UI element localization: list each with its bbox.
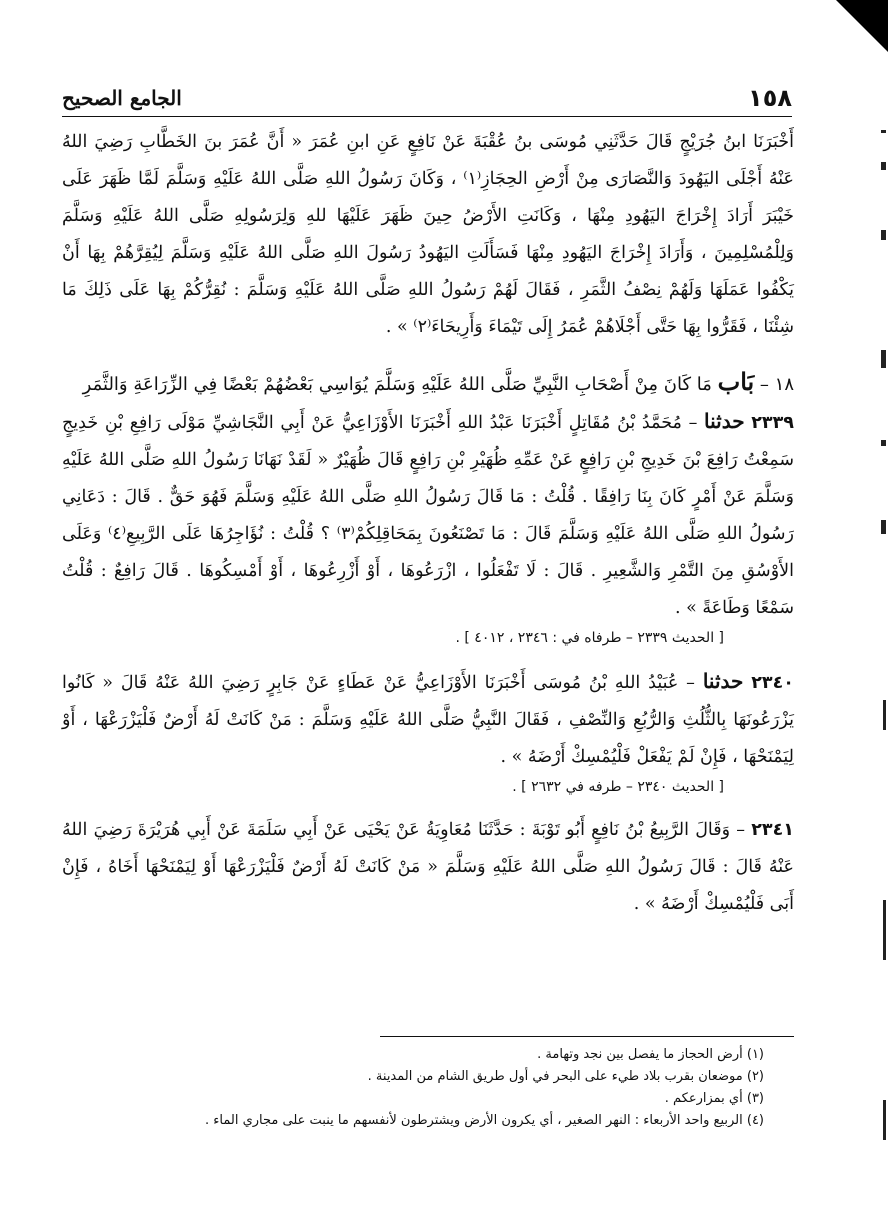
running-title: الجامع الصحيح — [62, 86, 182, 110]
haddathana-label: حدثنا — [702, 669, 744, 693]
hadith-2339-crossref: [ الحديث ٢٣٣٩ – طرفاه في : ٢٣٤٦ ، ٤٠١٢ ] . — [455, 630, 724, 646]
footnotes — [62, 1044, 792, 1132]
page-number: ١٥٨ — [748, 84, 792, 112]
haddathana-label: حدثنا — [704, 409, 745, 433]
chapter-number: ١٨ – — [759, 374, 794, 395]
footnote: (٤) الربيع واحد الأربعاء : النهر الصغير ، أي يكرون الأرض ويشترطون لأنفسهم ما ينبت على مجاري الماء . — [205, 1113, 764, 1128]
hadith-number: ٢٣٤٠ — [751, 673, 794, 693]
main-text — [62, 124, 794, 923]
hadith-number: ٢٣٣٩ — [751, 413, 794, 433]
hadith-2340-crossref: [ الحديث ٢٣٤٠ – طرفه في ٢٦٣٢ ] . — [512, 779, 724, 795]
opening-paragraph: أَخْبَرَنَا ابنُ جُرَيْجٍ قَالَ حَدَّثَنِي مُوسَى بنُ عُقْبَةَ عَنْ نَافِعٍ عَنِ ابنِ عُمَرَ « أَنَّ عُمَرَ بنَ الخَطَّابِ رَضِيَ اللهُ عَنْهُ أَجْلَى اليَهُودَ وَالنَّصَارَى مِنْ أَرْضِ الحِجَازِ⁽١⁾ ، وَكَانَ رَسُولُ اللهِ صَلَّى اللهُ عَلَيْهِ وَسَلَّمَ لَمَّا ظَهَرَ عَلَى خَيْبَرَ أَرَادَ إِخْرَاجَ اليَهُودِ مِنْهَا ، وَكَانَتِ الأَرْضُ حِينَ ظَهَرَ عَلَيْهَا للهِ وَلِرَسُولِهِ صَلَّى اللهُ عَلَيْهِ وَسَلَّمَ وَلِلْمُسْلِمِينَ ، وَأَرَادَ إِخْرَاجَ اليَهُودِ مِنْهَا فَسَأَلَتِ اليَهُودُ رَسُولَ اللهِ صَلَّى اللهُ عَلَيْهِ وَسَلَّمَ لِيُقِرَّهُمْ بِهَا أَنْ يَكْفُوا عَمَلَهَا وَلَهُمْ نِصْفُ الثَّمَرِ ، فَقَالَ لَهُمْ رَسُولُ اللهِ صَلَّى اللهُ عَلَيْهِ وَسَلَّمَ : نُقِرُّكُمْ بِهَا عَلَى ذَلِكَ مَا شِئْنَا ، فَقَرُّوا بِهَا حَتَّى أَجْلَاهُمْ عُمَرُ إِلَى تَيْمَاءَ وَأَرِيحَاءَ⁽٢⁾ » . — [62, 132, 794, 337]
hadith-text: – وَقَالَ الرَّبِيعُ بْنُ نَافِعٍ أَبُو تَوْبَةَ : حَدَّثَنَا مُعَاوِيَةُ عَنْ يَحْيَى عَنْ أَبِي سَلَمَةَ عَنْ أَبِي هُرَيْرَةَ رَضِيَ اللهُ عَنْهُ قَالَ : قَالَ رَسُولُ اللهِ صَلَّى اللهُ عَلَيْهِ وَسَلَّمَ « مَنْ كَانَتْ لَهُ أَرْضٌ فَلْيَزْرَعْهَا أَوْ لِيَمْنَحْهَا أَخَاهُ ، فَإِنْ أَبَى فَلْيُمْسِكْ أَرْضَهُ » . — [62, 820, 794, 914]
hadith-number: ٢٣٤١ — [751, 820, 794, 840]
chapter-label: بَاب — [717, 367, 755, 396]
page-header — [62, 80, 792, 117]
footnote: (٢) موضعان بقرب بلاد طيء على البحر في أول طريق الشام من المدينة . — [367, 1069, 764, 1084]
footnote: (٣) أي بمزارعكم . — [664, 1091, 764, 1106]
hadith-2339 — [62, 403, 794, 627]
hadith-2341 — [62, 812, 794, 923]
hadith-text: – مُحَمَّدُ بْنُ مُقَاتِلٍ أَخْبَرَنَا عَبْدُ اللهِ أَخْبَرَنَا الأَوْزَاعِيُّ عَنْ أَبِي النَّجَاشِيِّ مَوْلَى رَافِعِ بْنِ خَدِيجٍ سَمِعْتُ رَافِعَ بْنَ خَدِيجِ بْنِ رَافِعٍ عَنْ عَمِّهِ ظُهَيْرِ بْنِ رَافِعٍ قَالَ ظُهَيْرٌ « لَقَدْ نَهَانَا رَسُولُ اللهِ صَلَّى اللهُ عَلَيْهِ وَسَلَّمَ عَنْ أَمْرٍ كَانَ بِنَا رَافِقًا . قُلْتُ : مَا قَالَ رَسُولُ اللهِ صَلَّى اللهُ عَلَيْهِ وَسَلَّمَ فَهُوَ حَقٌّ . قَالَ : دَعَانِي رَسُولُ اللهِ صَلَّى اللهُ عَلَيْهِ وَسَلَّمَ قَالَ : مَا تَصْنَعُونَ بِمَحَاقِلِكُمْ⁽٣⁾ ؟ قُلْتُ : نُؤَاجِرُهَا عَلَى الرَّبِيعِ⁽٤⁾ وَعَلَى الأَوْسُقِ مِنَ التَّمْرِ وَالشَّعِيرِ . قَالَ : لَا تَفْعَلُوا ، ازْرَعُوهَا ، أَوْ أَزْرِعُوهَا ، أَوْ أَمْسِكُوهَا . قَالَ رَافِعٌ : قُلْتُ سَمْعًا وَطَاعَةً » . — [62, 413, 794, 618]
chapter-heading — [62, 364, 794, 403]
footnote-divider — [380, 1036, 794, 1037]
hadith-text: – عُبَيْدُ اللهِ بْنُ مُوسَى أَخْبَرَنَا الأَوْزَاعِيُّ عَنْ عَطَاءٍ عَنْ جَابِرٍ رَضِيَ اللهُ عَنْهُ قَالَ « كَانُوا يَزْرَعُونَهَا بِالثُّلُثِ وَالرُّبُعِ وَالنِّصْفِ ، فَقَالَ النَّبِيُّ صَلَّى اللهُ عَلَيْهِ وَسَلَّمَ : مَنْ كَانَتْ لَهُ أَرْضٌ فَلْيَزْرَعْهَا ، أَوْ لِيَمْنَحْهَا ، فَإِنْ لَمْ يَفْعَلْ فَلْيُمْسِكْ أَرْضَهُ » . — [62, 673, 794, 767]
hadith-2340 — [62, 663, 794, 776]
corner-mark — [836, 0, 888, 52]
scan-edge-marks — [878, 100, 886, 1200]
chapter-title: مَا كَانَ مِنْ أَصْحَابِ النَّبِيِّ صَلَّى اللهُ عَلَيْهِ وَسَلَّمَ يُوَاسِي بَعْضُهُمْ بَعْضًا فِي الزِّرَاعَةِ وَالثَّمَرِ — [82, 374, 712, 395]
footnote: (١) أرض الحجاز ما يفصل بين نجد وتهامة . — [537, 1047, 764, 1062]
